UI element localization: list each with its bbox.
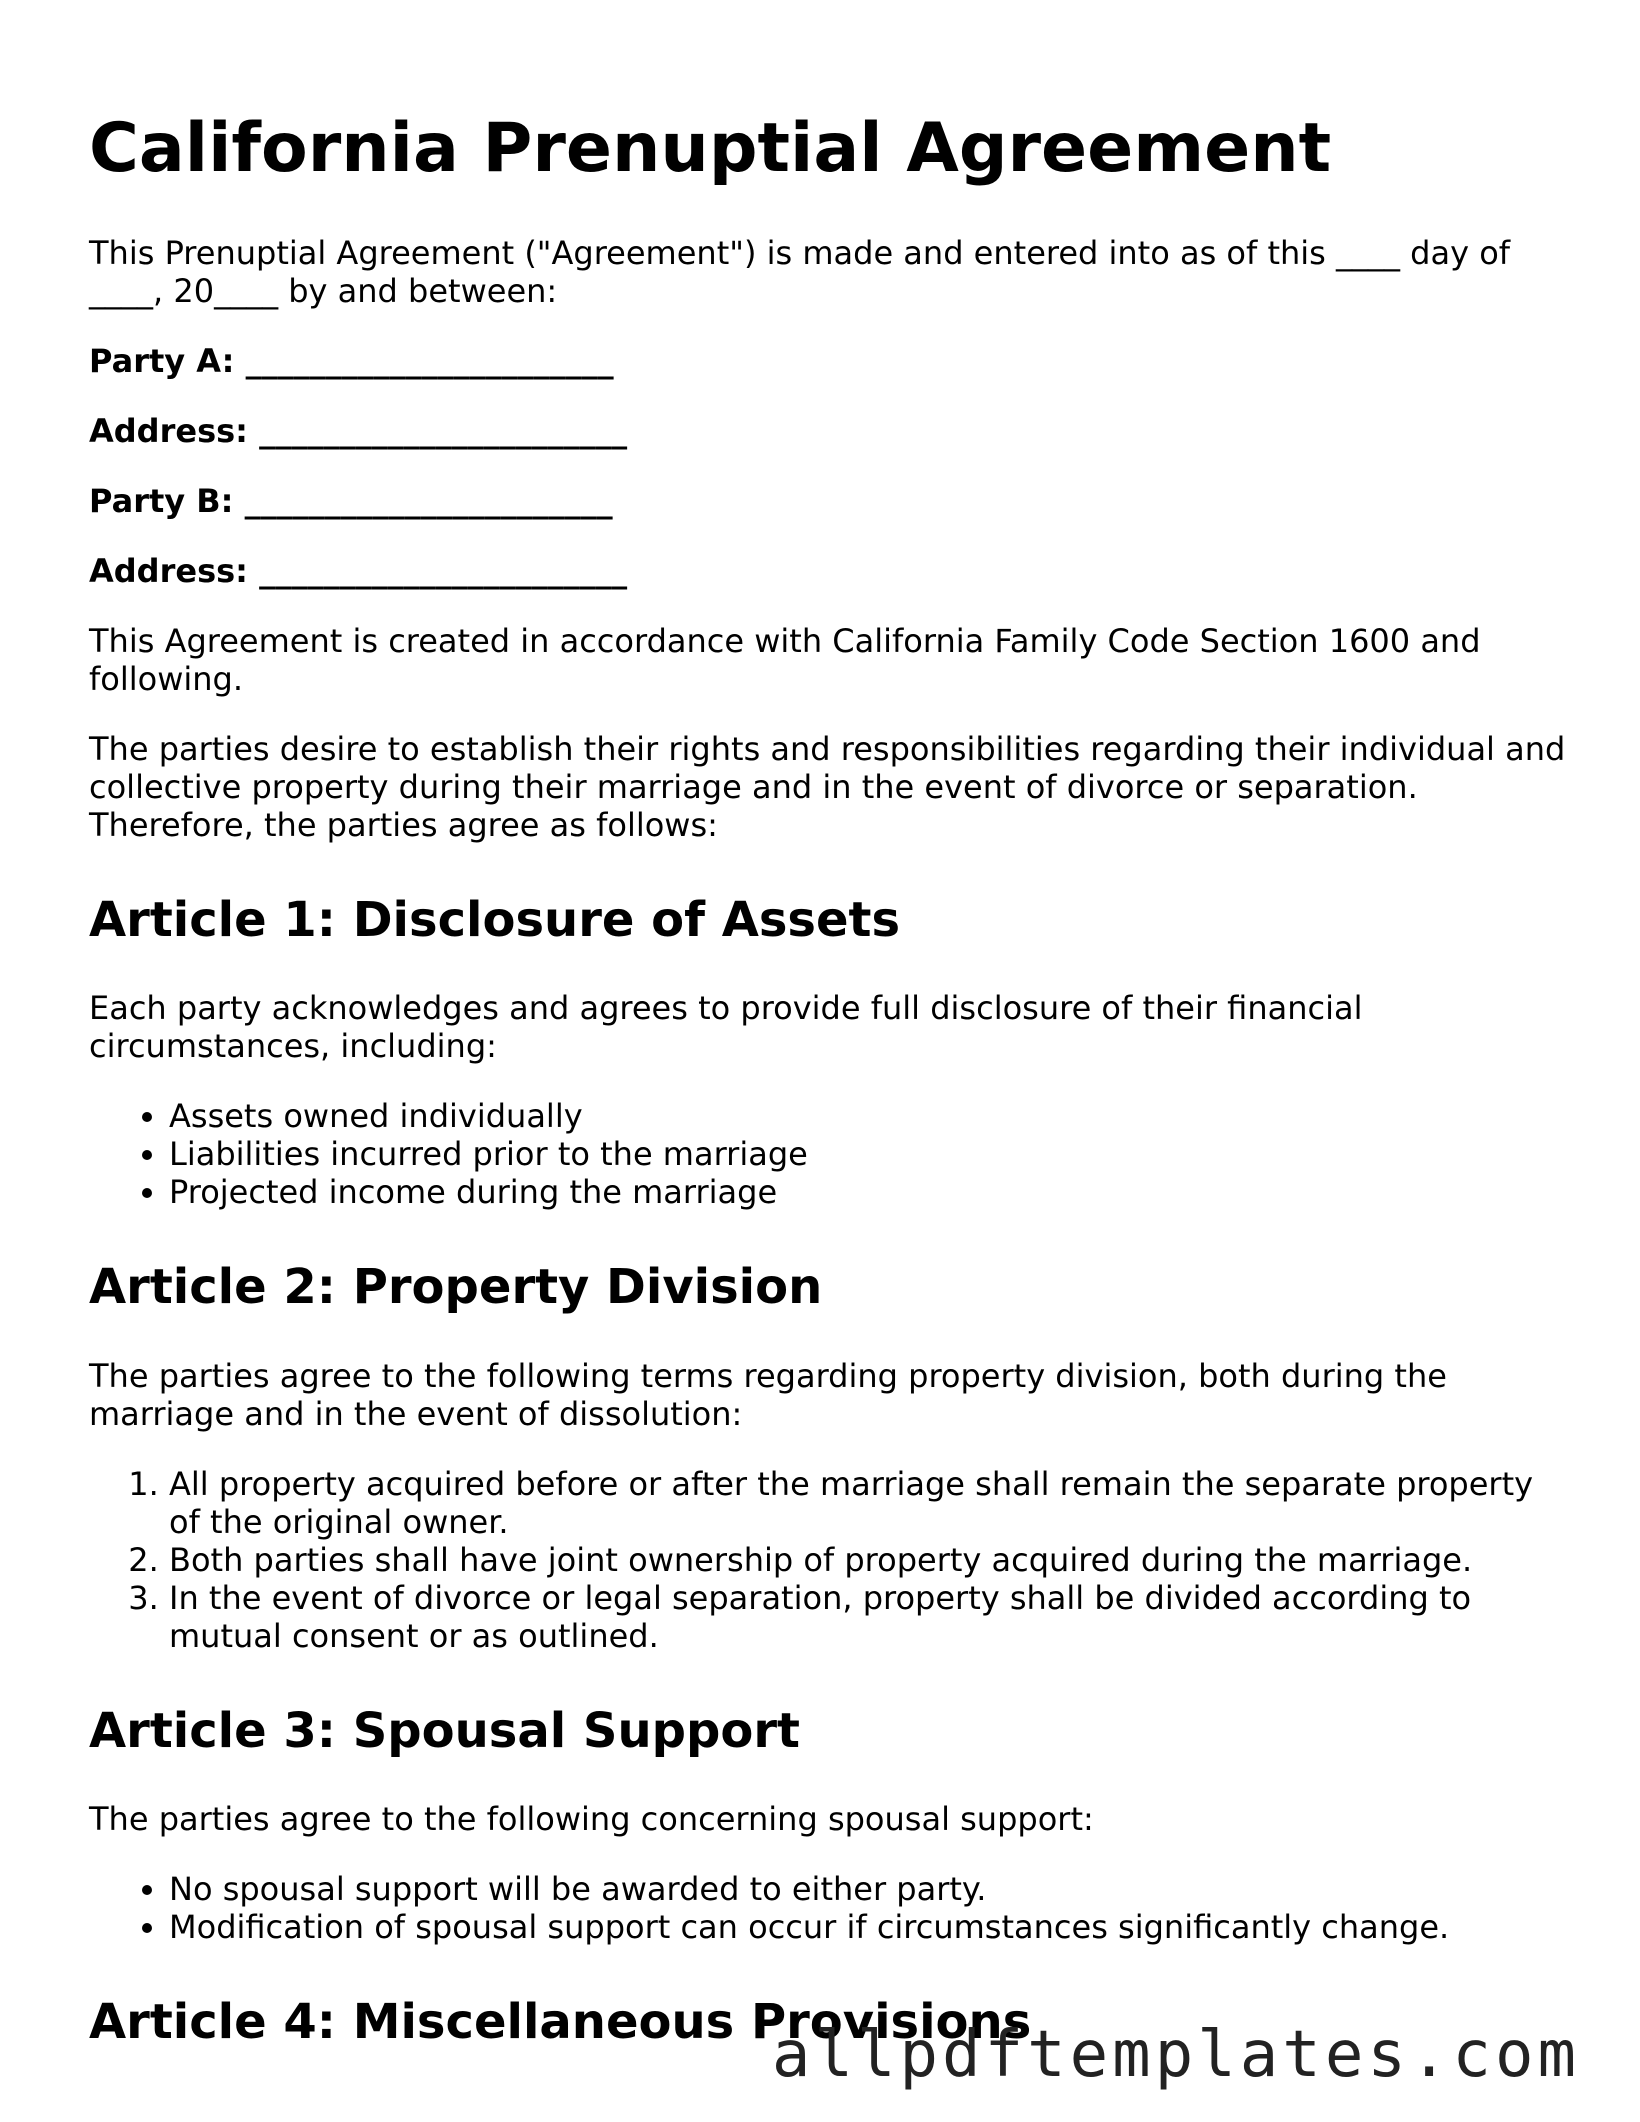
list-item: • Liabilities incurred prior to the marriage [169, 1135, 1569, 1173]
list-item: • Assets owned individually [169, 1097, 1569, 1135]
article-2-text: The parties agree to the following terms regarding property division, both during the marriage and in the event of dissolution: [89, 1356, 1447, 1433]
article-3-text: The parties agree to the following concerning spousal support: [89, 1800, 1094, 1839]
intro-paragraph: This Prenuptial Agreement ("Agreement") is made and entered into as of this ____ day of ____, 20____ by and between: [89, 233, 1511, 310]
list-item: 3. In the event of divorce or legal separation, property shall be divided according to mutual consent or as outlined. [169, 1579, 1569, 1655]
article-2-list [89, 1465, 1569, 1655]
article-1-text: Each party acknowledges and agrees to provide full disclosure of their financial circumstances, including: [89, 989, 1363, 1066]
article-3-heading: Article 3: Spousal Support [89, 1702, 800, 1759]
party-b-address-field: Address: _______________________ [89, 551, 628, 590]
list-item: • No spousal support will be awarded to either party. [169, 1870, 1569, 1908]
party-a-field: Party A: _______________________ [89, 341, 614, 380]
purpose-paragraph: The parties desire to establish their rights and responsibilities regarding their individual and collective property during their marriage and in the event of divorce or separation. Therefore, the parties agree as follows: [89, 729, 1566, 844]
article-1-list [89, 1097, 1569, 1211]
article-4-heading: Article 4: Miscellaneous Provisions [89, 1994, 1032, 2051]
article-2-heading: Article 2: Property Division [89, 1259, 823, 1316]
article-3-list [89, 1870, 1569, 1946]
watermark-text: allpdftemplates.com [771, 2018, 1580, 2092]
party-b-field: Party B: _______________________ [89, 481, 613, 520]
list-item: 2. Both parties shall have joint ownership of property acquired during the marriage. [169, 1541, 1569, 1579]
article-1-heading: Article 1: Disclosure of Assets [89, 891, 901, 948]
list-item: 1. All property acquired before or after the marriage shall remain the separate property of the original owner. [169, 1465, 1569, 1541]
list-item: • Projected income during the marriage [169, 1173, 1569, 1211]
family-code-paragraph: This Agreement is created in accordance with California Family Code Section 1600 and following. [89, 621, 1481, 698]
party-a-address-field: Address: _______________________ [89, 411, 628, 450]
list-item: • Modification of spousal support can occur if circumstances significantly change. [169, 1908, 1569, 1946]
document-page [89, 108, 1569, 2092]
document-title: California Prenuptial Agreement [89, 109, 1332, 188]
